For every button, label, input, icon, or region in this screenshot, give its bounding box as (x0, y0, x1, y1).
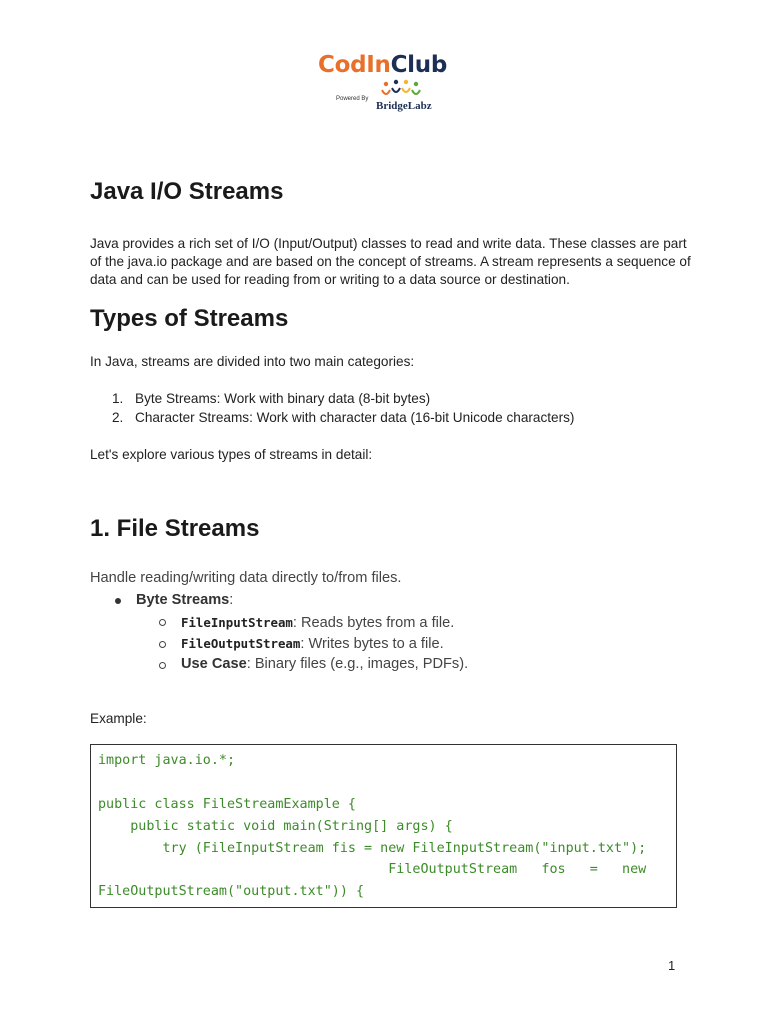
code-line: FileOutputStream("output.txt")) { (98, 884, 365, 899)
bullet-icon (115, 598, 121, 604)
code-line: FileOutputStream fos = new (98, 862, 647, 877)
codinclub-logo (318, 52, 458, 114)
file-streams-lead: Handle reading/writing data directly to/from files. (90, 570, 402, 586)
intro-line: data and can be used for reading from or writing to a data source or destination. (90, 272, 570, 287)
hollow-bullet-icon (159, 619, 166, 626)
code-line: try (FileInputStream fis = new FileInputStream("input.txt"); (98, 841, 647, 856)
page-number: 1 (668, 958, 676, 973)
use-case-label: Use Case (181, 656, 247, 672)
class-name-code: FileInputStream (181, 615, 293, 630)
list-item: FileInputStream: Reads bytes from a file. (181, 615, 455, 631)
types-intro: In Java, streams are divided into two main categories: (90, 354, 415, 369)
logo-wordmark: CodInClub (318, 52, 447, 78)
list-number: 1. (112, 391, 124, 406)
explore-text: Let's explore various types of streams in detail: (90, 447, 373, 462)
list-text: Byte Streams: Work with binary data (8-bit bytes) (135, 391, 431, 406)
list-number: 2. (112, 410, 124, 425)
page-title: Java I/O Streams (90, 178, 284, 205)
intro-line: Java provides a rich set of I/O (Input/Output) classes to read and write data. These classes are part (90, 236, 687, 251)
list-text: Character Streams: Work with character data (16-bit Unicode characters) (135, 410, 575, 425)
list-item: Use Case: Binary files (e.g., images, PDFs). (181, 656, 469, 672)
intro-paragraph (90, 235, 690, 289)
file-streams-heading: 1. File Streams (90, 515, 260, 542)
code-line: public class FileStreamExample { (98, 797, 356, 812)
bridgelabz-people-icon (380, 78, 424, 100)
bridgelabz-wordmark: BridgeLabz (376, 100, 432, 112)
example-label: Example: (90, 711, 147, 726)
hollow-bullet-icon (159, 662, 166, 669)
powered-by-label: Powered By (336, 96, 369, 102)
intro-line: of the java.io package and are based on the concept of streams. A stream represents a sequence of (90, 254, 691, 269)
code-line: import java.io.*; (98, 753, 236, 768)
class-name-code: FileOutputStream (181, 636, 301, 651)
types-heading: Types of Streams (90, 305, 289, 332)
list-item: FileOutputStream: Writes bytes to a file. (181, 636, 444, 652)
code-line: public static void main(String[] args) { (98, 819, 453, 834)
byte-streams-label: Byte Streams (136, 592, 230, 608)
code-block (90, 744, 677, 908)
hollow-bullet-icon (159, 641, 166, 648)
byte-streams-item: Byte Streams: (136, 592, 234, 608)
